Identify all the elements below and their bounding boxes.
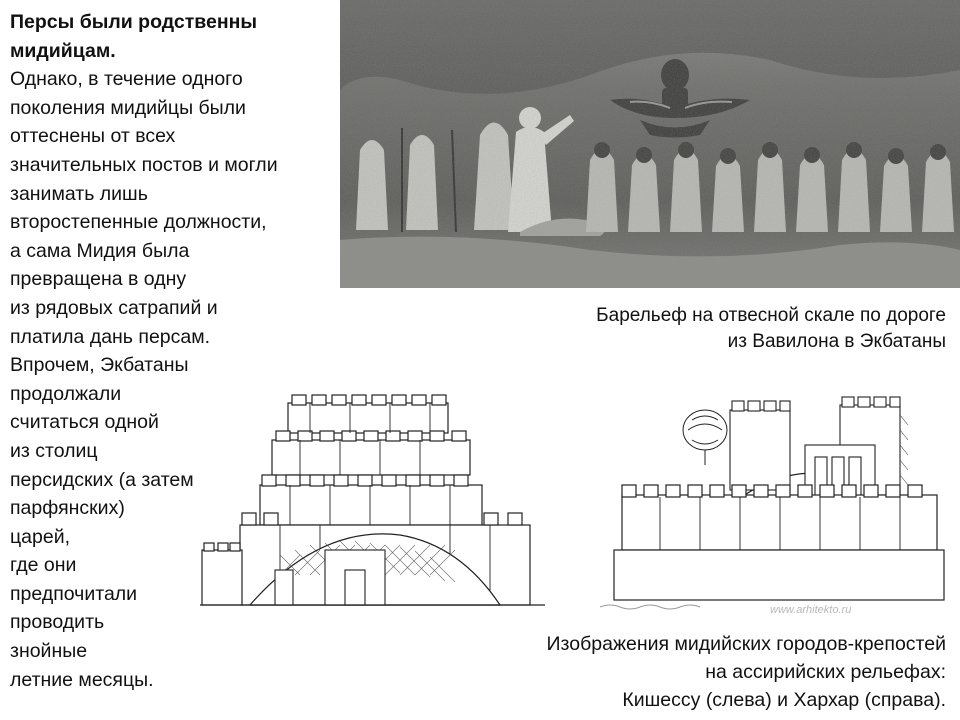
- body-text-line: оттеснены от всех: [10, 125, 176, 148]
- harhar-fortress-drawing: [600, 385, 948, 610]
- body-text-line: занимать лишь: [10, 182, 148, 205]
- body-text-line: персидских (а затем: [10, 468, 194, 491]
- body-text-line: считаться одной: [10, 411, 159, 434]
- body-text-line: значительных постов и могли: [10, 153, 278, 176]
- body-text-line: царей,: [10, 525, 71, 548]
- body-text-line: поколения мидийцы были: [10, 96, 246, 119]
- body-text-line: второстепенные должности,: [10, 211, 267, 234]
- body-text-line: проводить: [10, 611, 105, 634]
- cities-caption-line-2: на ассирийских рельефах:: [705, 661, 946, 683]
- cities-caption: [547, 630, 946, 714]
- watermark-text: www.arhitekto.ru: [770, 604, 852, 616]
- cities-caption-line-3: Кишессу (слева) и Хархар (справа).: [622, 689, 946, 711]
- body-text-line: летние месяцы.: [10, 668, 154, 691]
- rock-relief-image: [340, 0, 960, 288]
- body-text-line: Впрочем, Экбатаны: [10, 354, 189, 377]
- kishessu-fortress-drawing: [200, 385, 545, 620]
- relief-caption-line-2: из Вавилона в Экбатаны: [727, 331, 946, 352]
- body-text-line: а сама Мидия была: [10, 239, 190, 262]
- body-text-line: парфянских): [10, 497, 125, 520]
- body-text-line: предпочитали: [10, 582, 138, 605]
- body-text-line: знойные: [10, 640, 88, 663]
- body-text-line: Однако, в течение одного: [10, 68, 243, 91]
- cities-caption-line-1: Изображения мидийских городов-крепостей: [546, 633, 946, 655]
- heading-line: мидийцам.: [10, 39, 116, 62]
- body-text-line: из столиц: [10, 439, 98, 462]
- heading-line: Персы были родственны: [10, 11, 258, 33]
- body-text-line: превращена в одну: [10, 268, 187, 291]
- relief-caption: [596, 303, 946, 355]
- body-text-line: из рядовых сатрапий и: [10, 296, 218, 319]
- body-text-line: где они: [10, 554, 77, 577]
- body-text-line: платила дань персам.: [10, 325, 211, 348]
- relief-caption-line-1: Барельеф на отвесной скале по дороге: [596, 305, 946, 326]
- body-text-line: продолжали: [10, 382, 122, 405]
